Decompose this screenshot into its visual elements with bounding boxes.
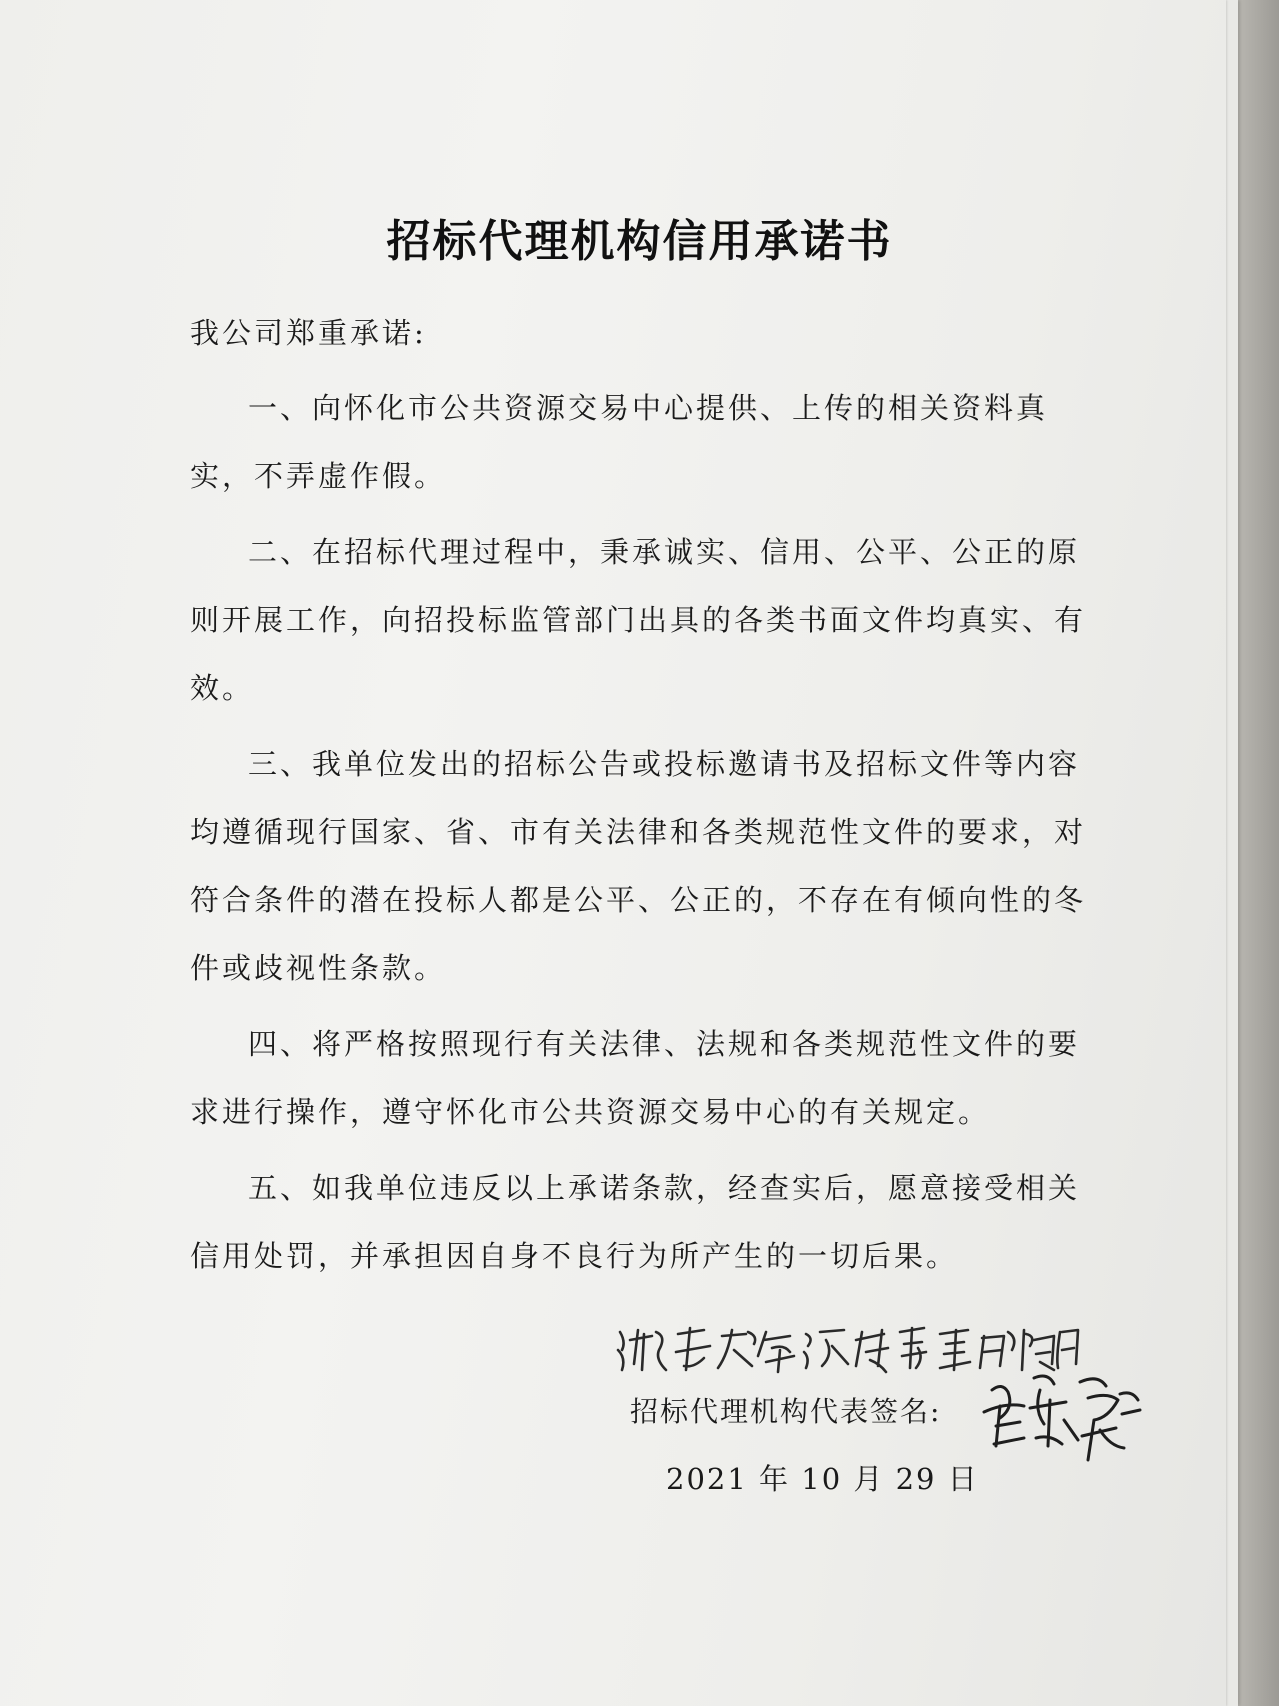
signature-date: 2021 年 10 月 29 日: [666, 1462, 979, 1496]
signature-block: [600, 1310, 1160, 1600]
commitment-paragraph-3: 三、我单位发出的招标公告或投标邀请书及招标文件等内容均遵循现行国家、省、市有关法律和各类规范性文件的要求，对符合条件的潜在投标人都是公平、公正的，不存在有倾向性的冬件或歧视性条款。: [190, 747, 1087, 985]
document-body: [190, 300, 1090, 1298]
salutation: 我公司郑重承诺:: [190, 316, 427, 350]
document-title: 招标代理机构信用承诺书: [386, 216, 893, 267]
commitment-paragraph-1: 一、向怀化市公共资源交易中心提供、上传的相关资料真实，不弄虚作假。: [190, 391, 1049, 493]
commitment-paragraph-5: 五、如我单位违反以上承诺条款，经查实后，愿意接受相关信用处罚，并承担因自身不良行为所产生的一切后果。: [190, 1171, 1081, 1273]
commitment-paragraph-4: 四、将严格按照现行有关法律、法规和各类规范性文件的要求进行操作，遵守怀化市公共资源交易中心的有关规定。: [190, 1027, 1081, 1129]
commitment-paragraph-2: 二、在招标代理过程中，秉承诚实、信用、公平、公正的原则开展工作，向招投标监管部门出具的各类书面文件均真实、有效。: [190, 535, 1087, 705]
signature-label: 招标代理机构代表签名:: [630, 1395, 942, 1428]
handwritten-signature: [970, 1360, 1150, 1480]
